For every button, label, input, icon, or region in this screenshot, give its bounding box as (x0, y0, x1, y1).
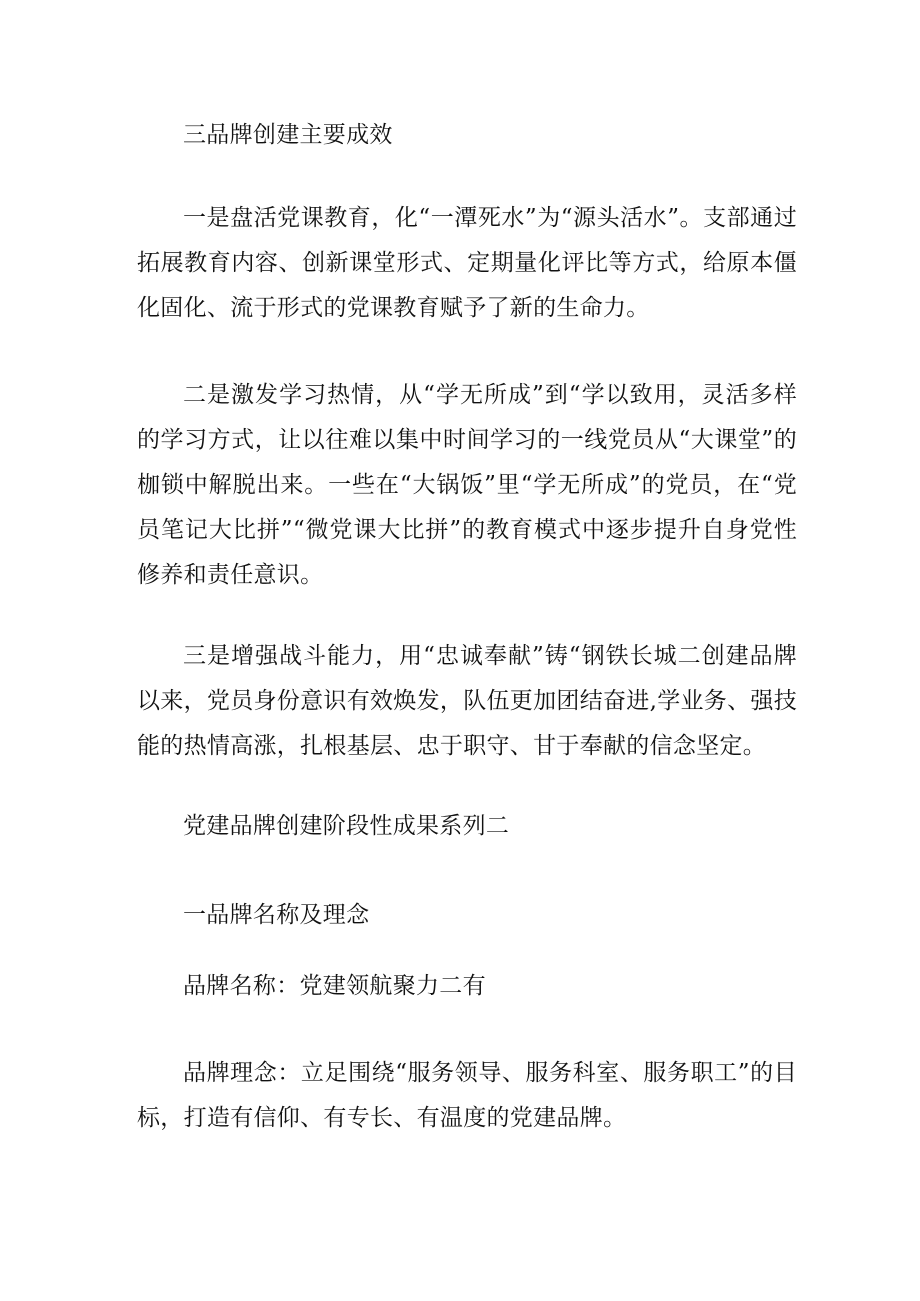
section-heading-achievements: 三品牌创建主要成效 (183, 122, 393, 148)
paragraph-brand-name: 品牌名称：党建领航聚力二有 (183, 973, 486, 999)
paragraph-combat-capability: 三是增强战斗能力，用“忠诚奉献”铸“钢铁长城二创建品牌以来，党员身份意识有效焕发，队伍更加团结奋进,学业务、强技能的热情高涨，扎根基层、忠于职守、甘于奉献的信念坚定。 (137, 643, 798, 759)
section-heading-series-two: 党建品牌创建阶段性成果系列二 (183, 813, 510, 839)
paragraph-party-lessons: 一是盘活党课教育，化“一潭死水”为“源头活水”。支部通过拓展教育内容、创新课堂形式、定期量化评比等方式，给原本僵化固化、流于形式的党课教育赋予了新的生命力。 (137, 205, 797, 321)
paragraph-learning-enthusiasm: 二是激发学习热情，从“学无所成”到“学以致用，灵活多样的学习方式，让以往难以集中时间学习的一线党员从“大课堂”的枷锁中解脱出来。一些在“大锅饭”里“学无所成”的党员，在“党员笔记大比拼”“微党课大比拼”的教育模式中逐步提升自身党性修养和责任意识。 (137, 382, 797, 588)
paragraph-brand-concept: 品牌理念：立足围绕“服务领导、服务科室、服务职工”的目标，打造有信仰、有专长、有温度的党建品牌。 (137, 1060, 797, 1131)
section-heading-brand-name-concept: 一品牌名称及理念 (183, 902, 370, 928)
